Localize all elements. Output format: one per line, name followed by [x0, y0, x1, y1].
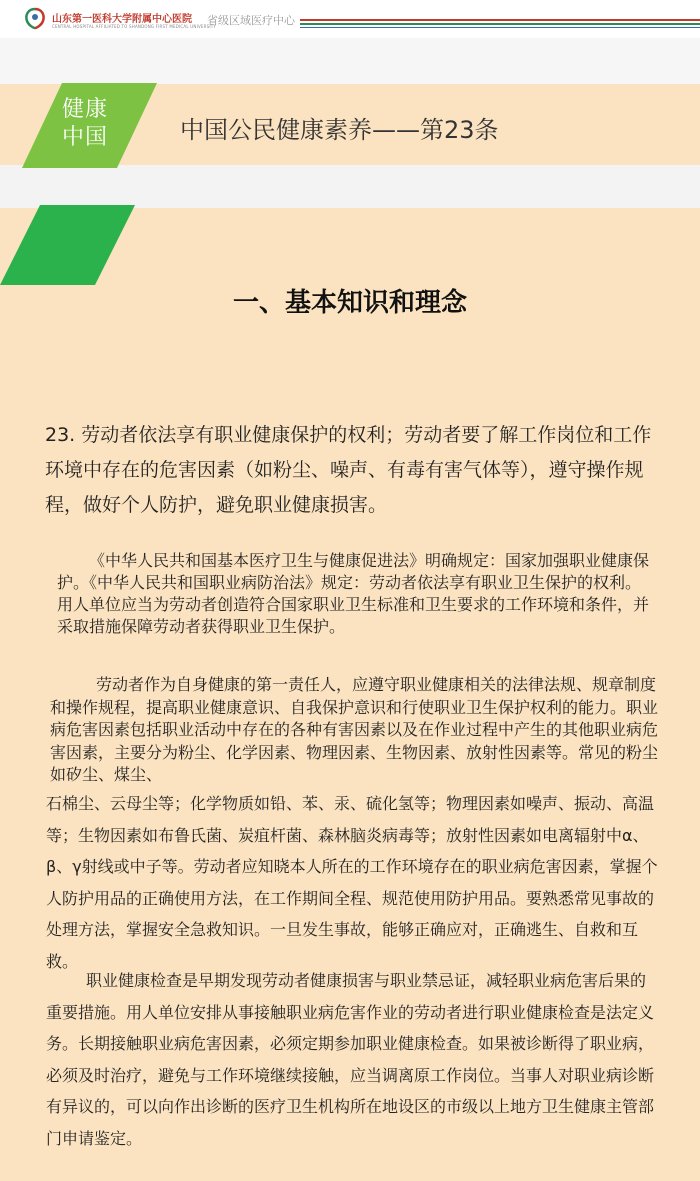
body-paragraph-1: 《中华人民共和国基本医疗卫生与健康促进法》明确规定：国家加强职业健康保护。《中华人民共和国职业病防治法》规定：劳动者依法享有职业卫生保护的权利。用人单位应当为劳动者创造符合国家职业卫生标准和卫生要求的工作环境和条件，并采取措施保障劳动者获得职业卫生保护。 — [57, 551, 650, 636]
department-label: 省级区域医疗中心 — [207, 14, 295, 27]
middle-band — [0, 165, 700, 208]
header-divider-green — [300, 23, 700, 25]
hospital-name-en: CENTRAL HOSPITAL AFFILIATED TO SHANDONG FIRST MEDICAL UNIVERSITY — [52, 24, 216, 29]
top-band — [0, 38, 700, 84]
body-paragraph-2-continued: 石棉尘、云母尘等；化学物质如铅、苯、汞、硫化氢等；物理因素如噪声、振动、高温等；生物因素如布鲁氏菌、炭疽杆菌、森林脑炎病毒等；放射性因素如电离辐射中α、β、γ射线或中子等。劳动者应知晓本人所在的工作环境存在的职业病危害因素，掌握个人防护用品的正确使用方法，在工作期间全程、规范使用防护用品。要熟悉常见事故的处理方法，掌握安全急救知识。一旦发生事故，能够正确应对，正确逃生、自救和互救。 — [46, 794, 658, 971]
lead-paragraph: 23. 劳动者依法享有职业健康保护的权利；劳动者要了解工作岗位和工作环境中存在的危害因素（如粉尘、噪声、有毒有害气体等），遵守操作规程，做好个人防护，避免职业健康损害。 — [45, 424, 652, 516]
header-divider-red — [300, 19, 700, 21]
hospital-name: 山东第一医科大学附属中心医院 — [52, 14, 192, 25]
section-heading: 一、基本知识和理念 — [232, 288, 467, 318]
tag-label — [62, 96, 122, 152]
section-accent-bar — [0, 205, 140, 285]
page-title: 中国公民健康素养——第23条 — [180, 116, 499, 144]
body-paragraph-3: 职业健康检查是早期发现劳动者健康损害与职业禁忌证，减轻职业病危害后果的重要措施。用人单位安排从事接触职业病危害作业的劳动者进行职业健康检查是法定义务。长期接触职业病危害因素，必须定期参加职业健康检查。如果被诊断得了职业病，必须及时治疗，避免与工作环境继续接触，应当调离原工作岗位。当事人对职业病诊断有异议的，可以向作出诊断的医疗卫生机构所在地设区的市级以上地方卫生健康主管部门申请鉴定。 — [46, 971, 655, 1148]
hospital-logo-icon — [22, 6, 48, 30]
header-bar — [0, 0, 700, 38]
tag-line-2: 中国 — [62, 125, 109, 150]
header-divider-blue — [300, 27, 700, 28]
tag-line-1: 健康 — [62, 97, 109, 122]
body-paragraph-2: 劳动者作为自身健康的第一责任人，应遵守职业健康相关的法律法规、规章制度和操作规程，提高职业健康意识、自我保护意识和行使职业卫生保护权利的能力。职业病危害因素包括职业活动中存在的各种有害因素以及在作业过程中产生的其他职业病危害因素，主要分为粉尘、化学因素、物理因素、生物因素、放射性因素等。常见的粉尘如矽尘、煤尘、 — [50, 675, 659, 784]
